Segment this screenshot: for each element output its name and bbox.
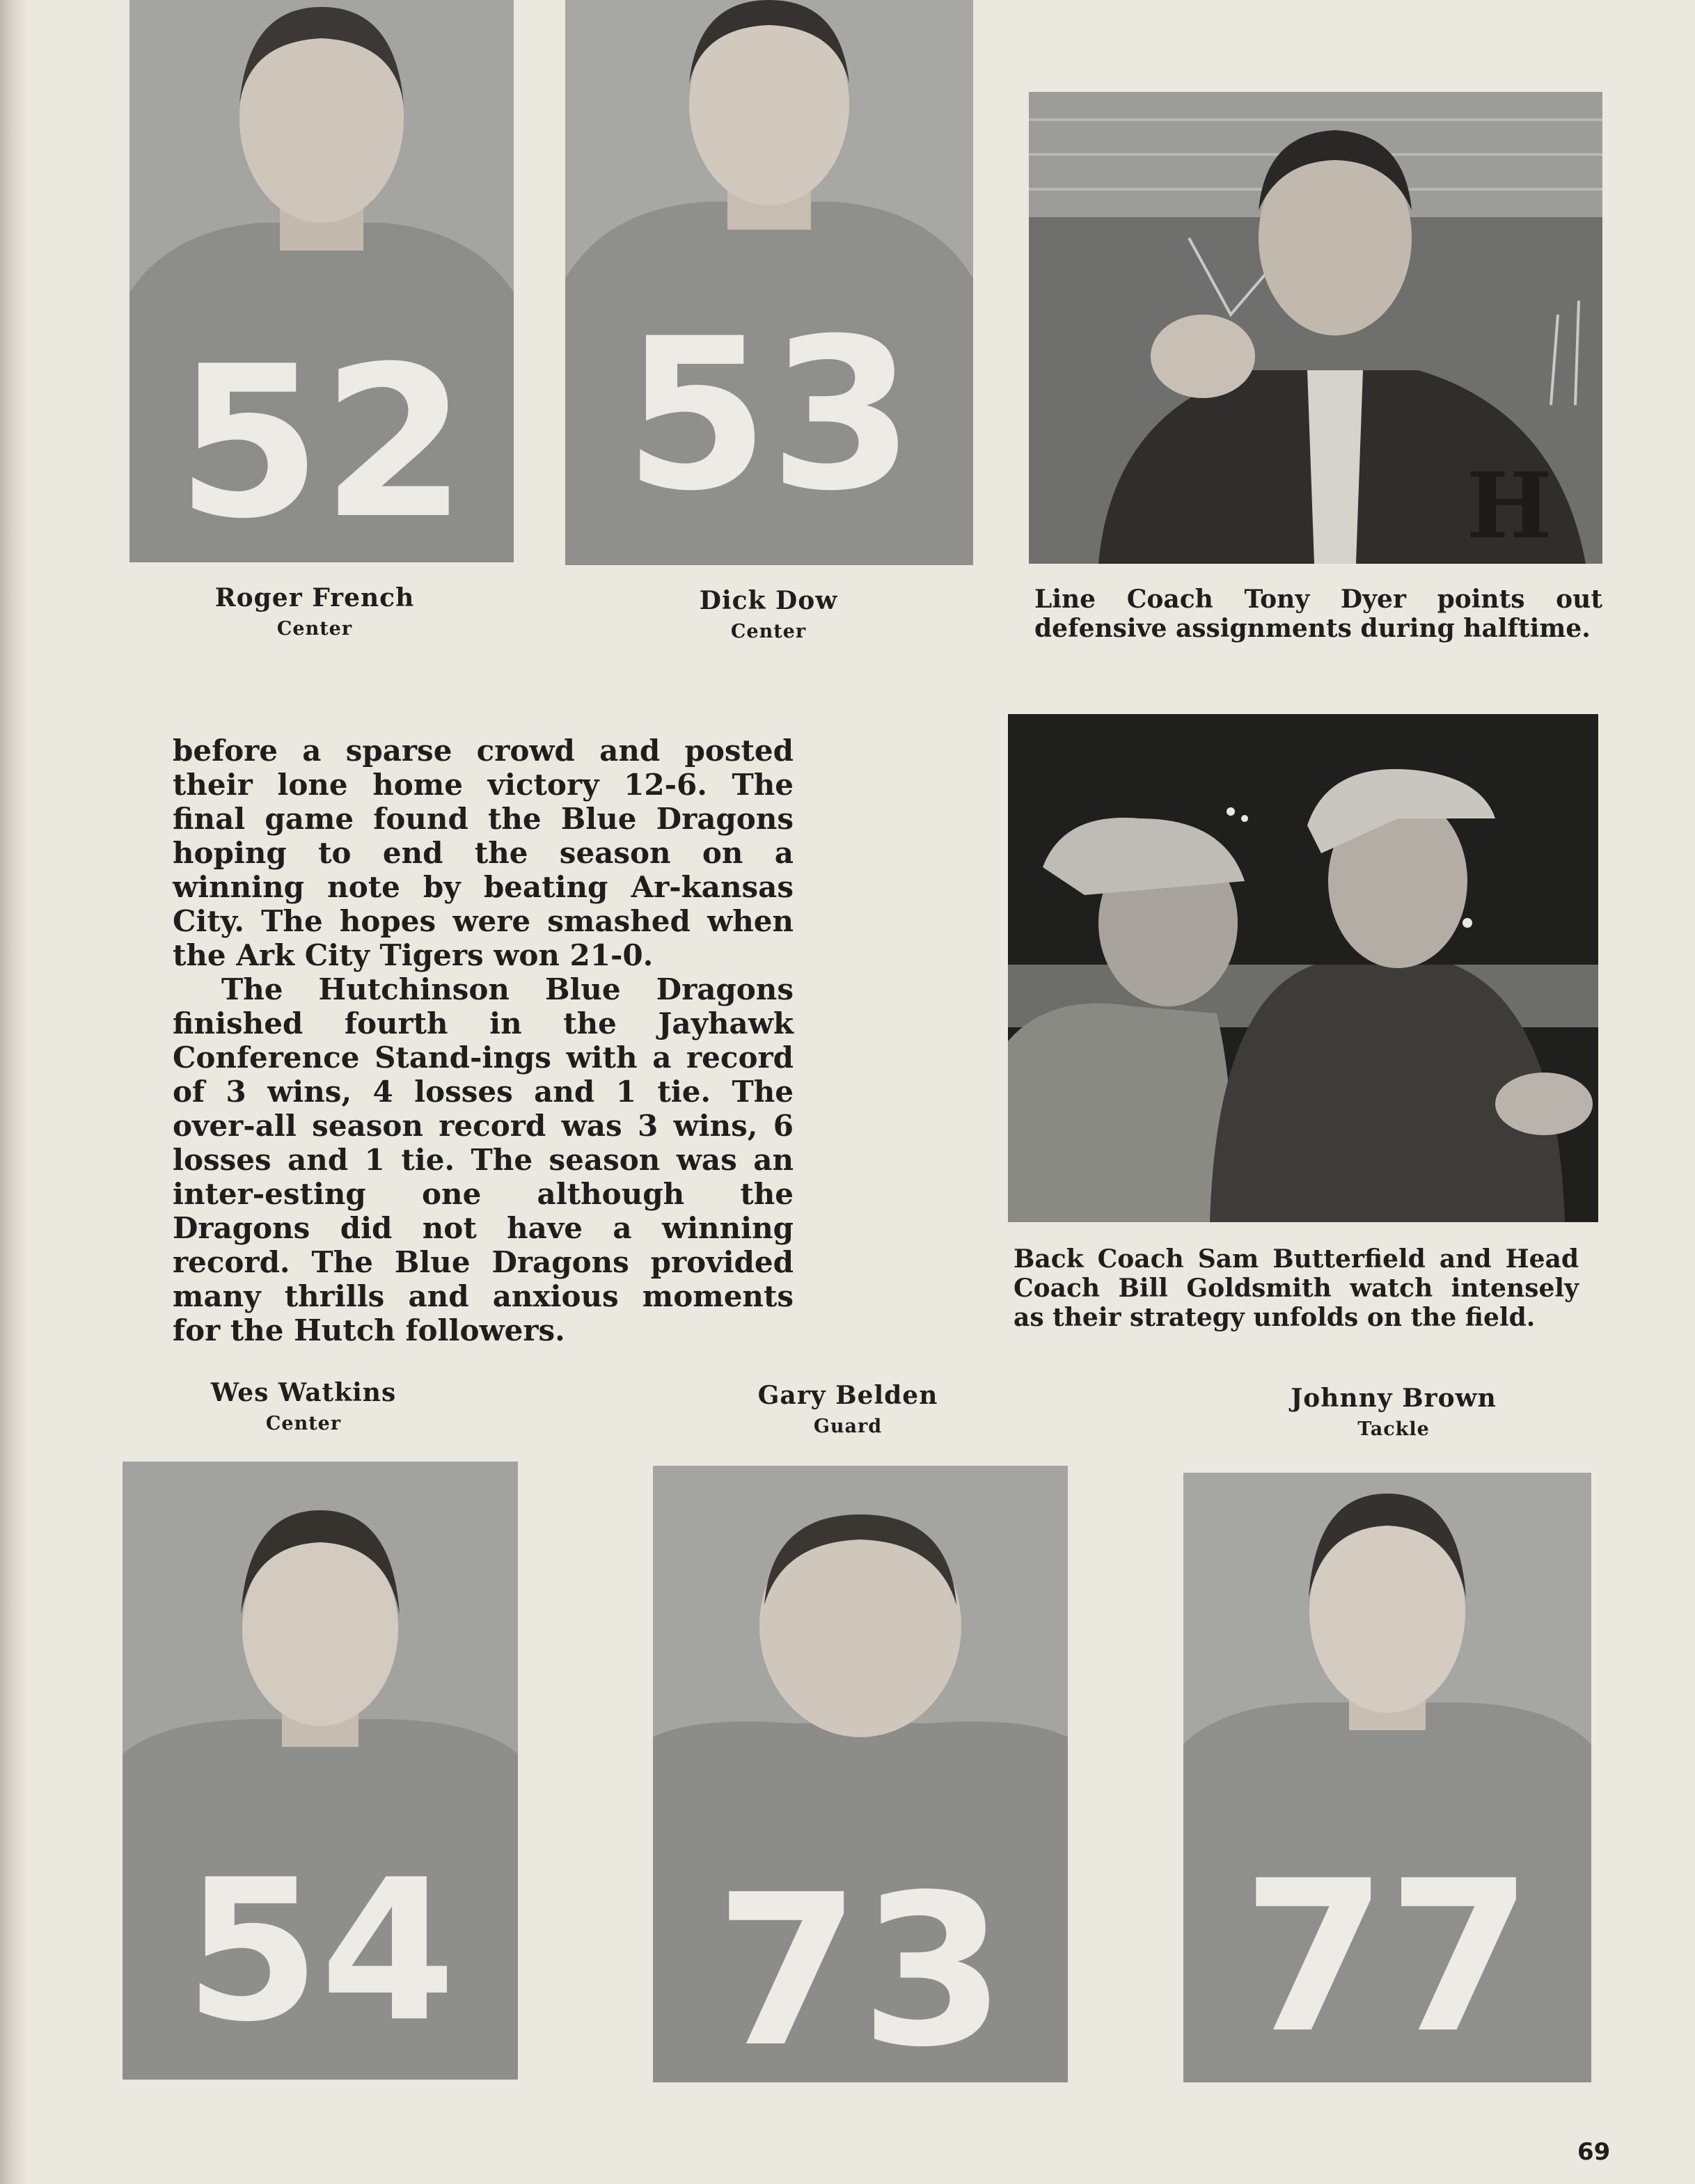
player-photo-dick-dow (565, 0, 973, 565)
jacket-letter: H (1466, 452, 1552, 559)
player-name-wes-watkins: Wes Watkins (210, 1378, 397, 1407)
player-photo-wes-watkins (123, 1462, 518, 2080)
player-name-gary-belden: Gary Belden (757, 1381, 938, 1410)
page-gutter-shadow (0, 0, 28, 2184)
player-name-roger-french: Roger French (214, 583, 415, 612)
jersey-number-52: 52 (176, 322, 467, 562)
article-body (173, 734, 794, 1347)
jersey-number-77: 77 (1242, 1836, 1533, 2079)
player-position-dick-dow: Center (730, 621, 807, 642)
jersey-number-54: 54 (184, 1838, 456, 2065)
coach-photo-butterfield-goldsmith (1008, 714, 1598, 1222)
caption-butterfield-goldsmith: Back Coach Sam Butterfield and Head Coach Bill Goldsmith watch intensely as their strategy unfolds on the field. (1014, 1244, 1579, 1332)
article-paragraph-2: The Hutchinson Blue Dragons finished fourth in the Jayhawk Conference Stand-ings with a record of 3 wins, 4 losses and 1 tie. The over-all season record was 3 wins, 6 losses and 1 tie. The season was an inter-esting one although the Dragons did not have a winning record. The Blue Dragons provided many thrills and anxious moments for the Hutch followers. (173, 972, 794, 1347)
player-position-johnny-brown: Tackle (1357, 1418, 1430, 1440)
player-photo-gary-belden (653, 1466, 1068, 2082)
player-position-gary-belden: Guard (813, 1416, 883, 1437)
coach-photo-tony-dyer (1029, 92, 1602, 564)
player-name-dick-dow: Dick Dow (699, 586, 838, 615)
caption-tony-dyer: Line Coach Tony Dyer points out defensive assignments during halftime. (1034, 585, 1602, 643)
jersey-number-53: 53 (624, 294, 915, 537)
jersey-number-73: 73 (715, 1850, 1006, 2082)
article-paragraph-1: before a sparse crowd and posted their lone home victory 12-6. The final game found the Blue Dragons hoping to end the season on a winning note by beating Ar-kansas City. The hopes were smashed when the Ark City Tigers won 21-0. (173, 734, 794, 972)
player-position-roger-french: Center (276, 618, 353, 640)
player-position-wes-watkins: Center (265, 1413, 342, 1434)
player-photo-johnny-brown (1183, 1473, 1591, 2082)
player-name-johnny-brown: Johnny Brown (1291, 1384, 1497, 1413)
page-number: 69 (1577, 2138, 1611, 2166)
player-photo-roger-french (129, 0, 514, 562)
